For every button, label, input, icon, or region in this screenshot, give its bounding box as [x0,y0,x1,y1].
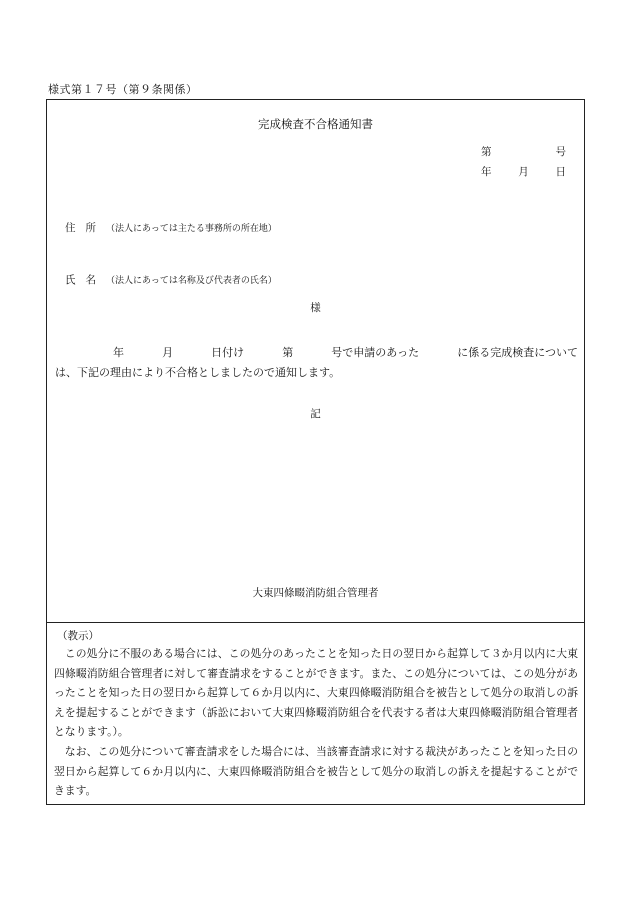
ki-heading: 記 [310,408,321,420]
form-number-label: 様式第１７号（第９条関係） [48,83,198,96]
document-title: 完成検査不合格通知書 [258,117,373,131]
date-year: 年 [481,166,492,178]
notice-body [55,343,578,383]
body-applied: 号で申請のあった [331,346,420,359]
body-dated: 日付け [211,346,245,359]
number-suffix: 号 [555,146,566,158]
instruction-text [54,644,578,801]
address-note: （法人にあっては主たる事務所の所在地） [106,224,277,234]
body-year: 年 [113,346,124,359]
honorific: 様 [310,302,321,314]
body-regarding: に係る完成検査について [457,346,578,359]
name-note: （法人にあっては名称及び代表者の氏名） [106,276,277,286]
instruction-paragraph-1: この処分に不服のある場合には、この処分のあったことを知った日の翌日から起算して３か月以内に大東四條畷消防組合管理者に対して審査請求をすることができます。また、この処分については、この処分があったことを知った日の翌日から起算して６か月以内に、大東四條畷消防組合を被告として処分の取消しの訴えを提起することができます（訴訟において大東四條畷消防組合を代表する者は大東四條畷消防組合管理者となります。）。 [54,647,578,739]
notice-body-line-1 [55,343,578,363]
document-number-line [481,144,566,159]
body-no: 第 [282,346,294,359]
section-divider [47,622,584,623]
issuer-signature: 大東四條畷消防組合管理者 [252,587,379,599]
instruction-heading: （教示） [57,630,99,642]
instruction-paragraph-2: なお、この処分について審査請求をした場合には、当該審査請求に対する裁決があったことを知った日の翌日から起算して６か月以内に、大東四條畷消防組合を被告として処分の取消しの訴えを提起することができます。 [54,744,578,798]
notice-body-line-2: は、下記の理由により不合格としましたので通知します。 [55,366,341,379]
date-day: 日 [555,166,566,178]
recipient-name-row [65,272,277,287]
recipient-address-row [65,220,277,235]
body-month: 月 [162,346,174,359]
number-prefix: 第 [481,146,492,158]
name-label: 氏名 [65,274,106,286]
address-label: 住所 [65,222,106,234]
date-month: 月 [518,166,529,178]
document-date-line [481,164,566,179]
notice-form-frame [46,99,585,805]
